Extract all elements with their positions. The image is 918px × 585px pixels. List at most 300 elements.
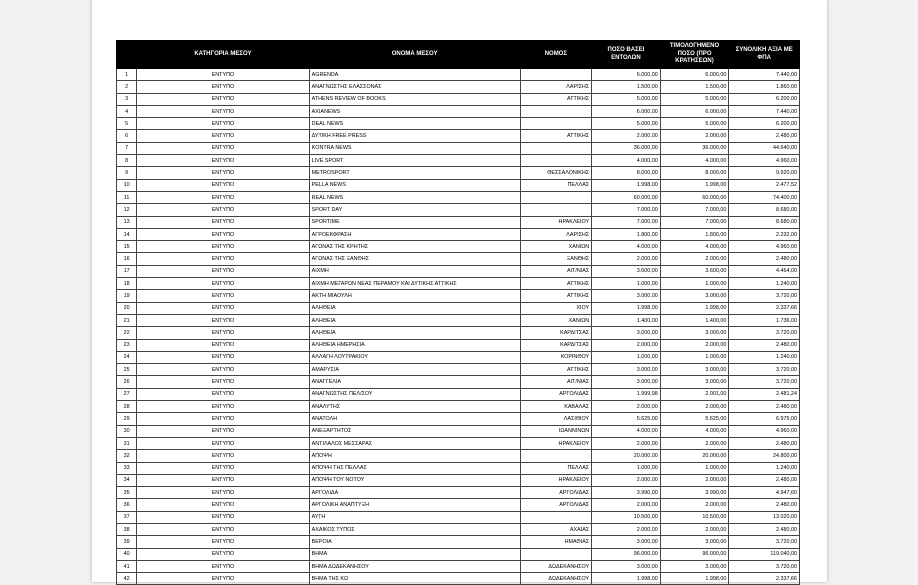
row-index-cell: 7 <box>117 142 137 154</box>
total-with-vat-cell: 13.020,00 <box>729 511 800 523</box>
media-category-cell: ΕΝΤΥΠΟ <box>137 290 310 302</box>
table-row <box>117 548 800 560</box>
media-name-cell: ΑΝΑΓΝΩΣΤΗΣ ΠΕΛ/ΣΟΥ <box>309 388 520 400</box>
invoiced-amount-cell: 3.000,00 <box>660 290 729 302</box>
order-amount-cell: 4.000,00 <box>592 155 661 167</box>
row-index-cell: 2 <box>117 81 137 93</box>
order-amount-cell: 4.000,00 <box>592 241 661 253</box>
media-category-cell: ΕΝΤΥΠΟ <box>137 179 310 191</box>
media-name-cell: LIVE SPORT <box>309 155 520 167</box>
table-row <box>117 228 800 240</box>
media-name-cell: ΑΠΟΨΗ ΤΗΣ ΠΕΛΛΑΣ <box>309 462 520 474</box>
invoiced-amount-cell: 36.000,00 <box>660 142 729 154</box>
media-name-cell: ΑΛΛΑΓΗ ΛΟΥΤΡΑΚΙΟΥ <box>309 351 520 363</box>
media-name-cell: ΑΡΓΟΛΙΚΗ ΑΝΑΠΤΥΞΗ <box>309 499 520 511</box>
prefecture-cell: ΞΑΝΘΗΣ <box>520 253 592 265</box>
order-amount-cell: 3.990,00 <box>592 487 661 499</box>
total-with-vat-cell: 2.480,00 <box>729 130 800 142</box>
order-amount-cell: 3.000,00 <box>592 290 661 302</box>
prefecture-cell: ΑΤΤΙΚΗΣ <box>520 278 592 290</box>
invoiced-amount-cell: 2.000,00 <box>660 523 729 535</box>
media-category-cell: ΕΝΤΥΠΟ <box>137 499 310 511</box>
order-amount-cell: 3.000,00 <box>592 327 661 339</box>
invoiced-amount-cell: 3.000,00 <box>660 364 729 376</box>
prefecture-cell <box>520 105 592 117</box>
invoiced-amount-cell: 2.000,00 <box>660 437 729 449</box>
invoiced-amount-cell: 2.000,00 <box>660 253 729 265</box>
row-index-cell: 41 <box>117 560 137 572</box>
total-with-vat-cell: 2.480,00 <box>729 401 800 413</box>
table-row <box>117 105 800 117</box>
invoiced-amount-cell: 60.000,00 <box>660 191 729 203</box>
invoiced-amount-cell: 4.000,00 <box>660 241 729 253</box>
total-with-vat-cell: 6.200,00 <box>729 93 800 105</box>
media-category-cell: ΕΝΤΥΠΟ <box>137 339 310 351</box>
total-with-vat-cell: 3.720,00 <box>729 536 800 548</box>
media-name-cell: ΑΙΧΜΗ <box>309 265 520 277</box>
order-amount-cell: 1.000,00 <box>592 278 661 290</box>
prefecture-cell: ΑΡΓΟΛΙΔΑΣ <box>520 388 592 400</box>
row-index-cell: 4 <box>117 105 137 117</box>
row-index-cell: 24 <box>117 351 137 363</box>
order-amount-cell: 1.999,98 <box>592 388 661 400</box>
invoiced-amount-cell: 3.000,00 <box>660 376 729 388</box>
invoiced-amount-cell: 1.400,00 <box>660 314 729 326</box>
total-with-vat-cell: 119.040,00 <box>729 548 800 560</box>
prefecture-cell: ΧΙΟΥ <box>520 302 592 314</box>
invoiced-amount-cell: 1.500,00 <box>660 81 729 93</box>
order-amount-cell: 8.000,00 <box>592 167 661 179</box>
total-with-vat-cell: 1.860,00 <box>729 81 800 93</box>
table-row <box>117 130 800 142</box>
row-index-cell: 22 <box>117 327 137 339</box>
total-with-vat-cell: 2.337,66 <box>729 302 800 314</box>
table-row <box>117 241 800 253</box>
media-category-cell: ΕΝΤΥΠΟ <box>137 191 310 203</box>
media-name-cell: ΑΛΗΘΕΙΑ ΗΜΕΡΗΣΙΑ <box>309 339 520 351</box>
table-row <box>117 179 800 191</box>
row-index-cell: 15 <box>117 241 137 253</box>
total-with-vat-cell: 24.800,00 <box>729 450 800 462</box>
col-header-index <box>117 41 137 69</box>
media-category-cell: ΕΝΤΥΠΟ <box>137 216 310 228</box>
invoiced-amount-cell: 2.000,00 <box>660 401 729 413</box>
media-category-cell: ΕΝΤΥΠΟ <box>137 105 310 117</box>
total-with-vat-cell: 2.481,24 <box>729 388 800 400</box>
media-category-cell: ΕΝΤΥΠΟ <box>137 474 310 486</box>
row-index-cell: 26 <box>117 376 137 388</box>
table-row <box>117 302 800 314</box>
order-amount-cell: 7.000,00 <box>592 204 661 216</box>
media-name-cell: ΑΓΡΟΕΚΦΡΑΣΗ <box>309 228 520 240</box>
invoiced-amount-cell: 96.000,00 <box>660 548 729 560</box>
total-with-vat-cell: 1.736,00 <box>729 314 800 326</box>
media-name-cell: ΑΛΗΘΕΙΑ <box>309 302 520 314</box>
invoiced-amount-cell: 7.000,00 <box>660 216 729 228</box>
invoiced-amount-cell: 5.000,00 <box>660 118 729 130</box>
media-name-cell: ΑΝΑΓΝΩΣΤΗΣ ΕΛΑΣΣΟΝΑΣ <box>309 81 520 93</box>
media-category-cell: ΕΝΤΥΠΟ <box>137 462 310 474</box>
media-name-cell: ΑΝΑΛΥΤΗΣ <box>309 401 520 413</box>
invoiced-amount-cell: 10.500,00 <box>660 511 729 523</box>
order-amount-cell: 36.000,00 <box>592 142 661 154</box>
table-row <box>117 425 800 437</box>
media-category-cell: ΕΝΤΥΠΟ <box>137 81 310 93</box>
table-row <box>117 450 800 462</box>
order-amount-cell: 1.000,00 <box>592 462 661 474</box>
total-with-vat-cell: 2.480,00 <box>729 339 800 351</box>
row-index-cell: 30 <box>117 425 137 437</box>
row-index-cell: 25 <box>117 364 137 376</box>
table-row <box>117 511 800 523</box>
order-amount-cell: 2.000,00 <box>592 253 661 265</box>
total-with-vat-cell: 1.240,00 <box>729 351 800 363</box>
media-name-cell: SPORTIME <box>309 216 520 228</box>
row-index-cell: 36 <box>117 499 137 511</box>
row-index-cell: 37 <box>117 511 137 523</box>
media-name-cell: ΑΝΤΙΛΑΛΟΣ ΜΕΣΣΑΡΑΣ <box>309 437 520 449</box>
row-index-cell: 11 <box>117 191 137 203</box>
table-row <box>117 93 800 105</box>
table-row <box>117 364 800 376</box>
media-category-cell: ΕΝΤΥΠΟ <box>137 142 310 154</box>
prefecture-cell: ΧΑΝΙΩΝ <box>520 241 592 253</box>
prefecture-cell <box>520 191 592 203</box>
media-name-cell: AGRENDA <box>309 69 520 81</box>
total-with-vat-cell: 1.240,00 <box>729 462 800 474</box>
order-amount-cell: 3.000,00 <box>592 560 661 572</box>
order-amount-cell: 20.000,00 <box>592 450 661 462</box>
total-with-vat-cell: 7.440,00 <box>729 105 800 117</box>
media-category-cell: ΕΝΤΥΠΟ <box>137 265 310 277</box>
col-header-total-with-vat: ΣΥΝΟΛΙΚΗ ΑΞΙΑ ΜΕ ΦΠΑ <box>729 41 800 69</box>
invoiced-amount-cell: 2.000,00 <box>660 474 729 486</box>
order-amount-cell: 1.000,00 <box>592 351 661 363</box>
header-row <box>117 41 800 69</box>
invoiced-amount-cell: 5.625,00 <box>660 413 729 425</box>
media-name-cell: METROSPORT <box>309 167 520 179</box>
order-amount-cell: 96.000,00 <box>592 548 661 560</box>
prefecture-cell: ΑΤΤΙΚΗΣ <box>520 290 592 302</box>
total-with-vat-cell: 1.240,00 <box>729 278 800 290</box>
row-index-cell: 14 <box>117 228 137 240</box>
media-category-cell: ΕΝΤΥΠΟ <box>137 413 310 425</box>
invoiced-amount-cell: 4.000,00 <box>660 155 729 167</box>
prefecture-cell: ΘΕΣΣΑΛΟΝΙΚΗΣ <box>520 167 592 179</box>
invoiced-amount-cell: 1.000,00 <box>660 351 729 363</box>
total-with-vat-cell: 4.960,00 <box>729 155 800 167</box>
table-body <box>117 69 800 585</box>
row-index-cell: 9 <box>117 167 137 179</box>
table-row <box>117 204 800 216</box>
order-amount-cell: 5.625,00 <box>592 413 661 425</box>
media-name-cell: REAL NEWS <box>309 191 520 203</box>
row-index-cell: 17 <box>117 265 137 277</box>
order-amount-cell: 1.998,00 <box>592 573 661 585</box>
order-amount-cell: 1.400,00 <box>592 314 661 326</box>
row-index-cell: 10 <box>117 179 137 191</box>
row-index-cell: 33 <box>117 462 137 474</box>
table-row <box>117 376 800 388</box>
order-amount-cell: 1.800,00 <box>592 228 661 240</box>
row-index-cell: 23 <box>117 339 137 351</box>
table-row <box>117 388 800 400</box>
media-name-cell: ΑΝΑΓΓΕΛΙΑ <box>309 376 520 388</box>
invoiced-amount-cell: 1.000,00 <box>660 462 729 474</box>
order-amount-cell: 1.500,00 <box>592 81 661 93</box>
table-row <box>117 499 800 511</box>
media-category-cell: ΕΝΤΥΠΟ <box>137 401 310 413</box>
total-with-vat-cell: 74.400,00 <box>729 191 800 203</box>
prefecture-cell: ΗΡΑΚΛΕΙΟΥ <box>520 437 592 449</box>
table-row <box>117 462 800 474</box>
table-row <box>117 118 800 130</box>
media-category-cell: ΕΝΤΥΠΟ <box>137 536 310 548</box>
row-index-cell: 29 <box>117 413 137 425</box>
invoiced-amount-cell: 6.000,00 <box>660 105 729 117</box>
media-category-cell: ΕΝΤΥΠΟ <box>137 167 310 179</box>
media-category-cell: ΕΝΤΥΠΟ <box>137 241 310 253</box>
col-header-order-amount: ΠΟΣΟ ΒΑΣΕΙ ΕΝΤΟΛΩΝ <box>592 41 661 69</box>
total-with-vat-cell: 8.680,00 <box>729 204 800 216</box>
table-row <box>117 523 800 535</box>
table-row <box>117 69 800 81</box>
media-category-cell: ΕΝΤΥΠΟ <box>137 314 310 326</box>
order-amount-cell: 5.000,00 <box>592 93 661 105</box>
order-amount-cell: 3.000,00 <box>592 536 661 548</box>
row-index-cell: 27 <box>117 388 137 400</box>
prefecture-cell <box>520 155 592 167</box>
prefecture-cell: ΚΑΡΔΙΤΣΑΣ <box>520 339 592 351</box>
invoiced-amount-cell: 8.000,00 <box>660 167 729 179</box>
media-category-cell: ΕΝΤΥΠΟ <box>137 560 310 572</box>
invoiced-amount-cell: 3.990,00 <box>660 487 729 499</box>
invoiced-amount-cell: 2.001,00 <box>660 388 729 400</box>
media-name-cell: ΑΛΗΘΕΙΑ <box>309 327 520 339</box>
media-category-cell: ΕΝΤΥΠΟ <box>137 327 310 339</box>
prefecture-cell: ΧΑΝΙΩΝ <box>520 314 592 326</box>
media-category-cell: ΕΝΤΥΠΟ <box>137 425 310 437</box>
table-row <box>117 253 800 265</box>
row-index-cell: 35 <box>117 487 137 499</box>
media-name-cell: ΑΠΟΨΗ ΤΟΥ ΝΟΤΟΥ <box>309 474 520 486</box>
row-index-cell: 31 <box>117 437 137 449</box>
viewer-scroll-area[interactable] <box>905 0 918 582</box>
media-name-cell: DEAL NEWS <box>309 118 520 130</box>
prefecture-cell <box>520 69 592 81</box>
media-name-cell: ΒΗΜΑ <box>309 548 520 560</box>
order-amount-cell: 2.000,00 <box>592 523 661 535</box>
col-header-category: ΚΑΤΗΓΟΡΙΑ ΜΕΣΟΥ <box>137 41 310 69</box>
media-spending-table <box>116 40 800 585</box>
order-amount-cell: 2.000,00 <box>592 474 661 486</box>
media-category-cell: ΕΝΤΥΠΟ <box>137 523 310 535</box>
total-with-vat-cell: 4.947,60 <box>729 487 800 499</box>
order-amount-cell: 3.600,00 <box>592 265 661 277</box>
order-amount-cell: 2.000,00 <box>592 437 661 449</box>
prefecture-cell: ΑΡΓΟΛΙΔΑΣ <box>520 487 592 499</box>
order-amount-cell: 6.000,00 <box>592 69 661 81</box>
invoiced-amount-cell: 5.000,00 <box>660 93 729 105</box>
prefecture-cell: ΑΤΤΙΚΗΣ <box>520 93 592 105</box>
total-with-vat-cell: 9.920,00 <box>729 167 800 179</box>
prefecture-cell: ΗΡΑΚΛΕΙΟΥ <box>520 216 592 228</box>
media-category-cell: ΕΝΤΥΠΟ <box>137 437 310 449</box>
prefecture-cell: ΠΕΛΛΑΣ <box>520 462 592 474</box>
order-amount-cell: 3.000,00 <box>592 376 661 388</box>
invoiced-amount-cell: 6.000,00 <box>660 69 729 81</box>
table-row <box>117 81 800 93</box>
table-row <box>117 339 800 351</box>
prefecture-cell: ΚΟΡΙΝΘΟΥ <box>520 351 592 363</box>
media-name-cell: ΑΝΕΞΑΡΤΗΤΟΣ <box>309 425 520 437</box>
media-name-cell: ΑΡΓΟΛΙΔΑ <box>309 487 520 499</box>
prefecture-cell <box>520 142 592 154</box>
order-amount-cell: 6.000,00 <box>592 105 661 117</box>
row-index-cell: 1 <box>117 69 137 81</box>
media-category-cell: ΕΝΤΥΠΟ <box>137 118 310 130</box>
total-with-vat-cell: 4.960,00 <box>729 425 800 437</box>
row-index-cell: 3 <box>117 93 137 105</box>
row-index-cell: 16 <box>117 253 137 265</box>
order-amount-cell: 3.000,00 <box>592 364 661 376</box>
total-with-vat-cell: 2.480,00 <box>729 474 800 486</box>
table-row <box>117 487 800 499</box>
invoiced-amount-cell: 3.000,00 <box>660 560 729 572</box>
media-name-cell: ΒΗΜΑ ΤΗΣ ΚΩ <box>309 573 520 585</box>
media-category-cell: ΕΝΤΥΠΟ <box>137 228 310 240</box>
row-index-cell: 21 <box>117 314 137 326</box>
row-index-cell: 39 <box>117 536 137 548</box>
media-name-cell: AXIANEWS <box>309 105 520 117</box>
row-index-cell: 42 <box>117 573 137 585</box>
media-name-cell: ATHENS REVIEW OF BOOKS <box>309 93 520 105</box>
invoiced-amount-cell: 3.000,00 <box>660 327 729 339</box>
media-category-cell: ΕΝΤΥΠΟ <box>137 130 310 142</box>
total-with-vat-cell: 7.440,00 <box>729 69 800 81</box>
media-category-cell: ΕΝΤΥΠΟ <box>137 302 310 314</box>
invoiced-amount-cell: 7.000,00 <box>660 204 729 216</box>
invoiced-amount-cell: 1.800,00 <box>660 228 729 240</box>
prefecture-cell: ΚΑΒΑΛΑΣ <box>520 401 592 413</box>
table-row <box>117 351 800 363</box>
order-amount-cell: 5.000,00 <box>592 118 661 130</box>
table-row <box>117 216 800 228</box>
table-row <box>117 191 800 203</box>
row-index-cell: 12 <box>117 204 137 216</box>
total-with-vat-cell: 3.720,00 <box>729 290 800 302</box>
media-category-cell: ΕΝΤΥΠΟ <box>137 388 310 400</box>
invoiced-amount-cell: 1.998,00 <box>660 179 729 191</box>
media-category-cell: ΕΝΤΥΠΟ <box>137 548 310 560</box>
total-with-vat-cell: 3.720,00 <box>729 376 800 388</box>
table-row <box>117 401 800 413</box>
order-amount-cell: 1.998,00 <box>592 179 661 191</box>
table-row <box>117 536 800 548</box>
invoiced-amount-cell: 2.000,00 <box>660 499 729 511</box>
table-row <box>117 474 800 486</box>
row-index-cell: 18 <box>117 278 137 290</box>
invoiced-amount-cell: 2.000,00 <box>660 130 729 142</box>
prefecture-cell: ΔΩΔΕΚΑΝΗΣΟΥ <box>520 560 592 572</box>
prefecture-cell: ΔΩΔΕΚΑΝΗΣΟΥ <box>520 573 592 585</box>
invoiced-amount-cell: 1.998,00 <box>660 302 729 314</box>
table-row <box>117 142 800 154</box>
total-with-vat-cell: 3.720,00 <box>729 364 800 376</box>
prefecture-cell: ΑΤΤΙΚΗΣ <box>520 364 592 376</box>
col-header-media-name: ΟΝΟΜΑ ΜΕΣΟΥ <box>309 41 520 69</box>
row-index-cell: 6 <box>117 130 137 142</box>
media-category-cell: ΕΝΤΥΠΟ <box>137 93 310 105</box>
order-amount-cell: 60.000,00 <box>592 191 661 203</box>
table-row <box>117 413 800 425</box>
media-category-cell: ΕΝΤΥΠΟ <box>137 511 310 523</box>
media-category-cell: ΕΝΤΥΠΟ <box>137 278 310 290</box>
total-with-vat-cell: 4.464,00 <box>729 265 800 277</box>
table-row <box>117 437 800 449</box>
table-row <box>117 167 800 179</box>
order-amount-cell: 2.000,00 <box>592 130 661 142</box>
row-index-cell: 34 <box>117 474 137 486</box>
total-with-vat-cell: 2.480,00 <box>729 437 800 449</box>
prefecture-cell: ΑΡΓΟΛΙΔΑΣ <box>520 499 592 511</box>
prefecture-cell: ΑΙΤ/ΝΙΑΣ <box>520 376 592 388</box>
media-category-cell: ΕΝΤΥΠΟ <box>137 351 310 363</box>
media-category-cell: ΕΝΤΥΠΟ <box>137 573 310 585</box>
media-name-cell: ΑΥΓΗ <box>309 511 520 523</box>
row-index-cell: 19 <box>117 290 137 302</box>
media-name-cell: ΑΙΧΜΗ ΜΕΓΑΡΩΝ ΝΕΑΣ ΠΕΡΑΜΟΥ ΚΑΙ ΔΥΤΙΚΗΣ ΑΤΤΙΚΗΣ <box>309 278 520 290</box>
media-category-cell: ΕΝΤΥΠΟ <box>137 204 310 216</box>
invoiced-amount-cell: 3.600,00 <box>660 265 729 277</box>
media-name-cell: ΑΚΤΗ ΜΙΑΟΥΛΗ <box>309 290 520 302</box>
prefecture-cell: ΗΜΑΘΙΑΣ <box>520 536 592 548</box>
table-header <box>117 41 800 69</box>
media-name-cell: KONTRA NEWS <box>309 142 520 154</box>
col-header-prefecture: ΝΟΜΟΣ <box>520 41 592 69</box>
invoiced-amount-cell: 2.000,00 <box>660 339 729 351</box>
col-header-invoiced-amount: ΤΙΜΟΛΟΓΗΜΕΝΟ ΠΟΣΟ (ΠΡΟ ΚΡΑΤΗΣΕΩΝ) <box>660 41 729 69</box>
media-category-cell: ΕΝΤΥΠΟ <box>137 364 310 376</box>
prefecture-cell: ΚΑΡΔΙΤΣΑΣ <box>520 327 592 339</box>
row-index-cell: 13 <box>117 216 137 228</box>
media-name-cell: ΒΗΜΑ ΔΩΔΕΚΑΝΗΣΟΥ <box>309 560 520 572</box>
total-with-vat-cell: 2.480,00 <box>729 523 800 535</box>
total-with-vat-cell: 2.480,00 <box>729 499 800 511</box>
media-name-cell: PELLA NEWS <box>309 179 520 191</box>
table-row <box>117 278 800 290</box>
table-row <box>117 155 800 167</box>
row-index-cell: 28 <box>117 401 137 413</box>
media-name-cell: ΑΛΗΘΕΙΑ <box>309 314 520 326</box>
media-name-cell: ΒΕΡΟΙΑ <box>309 536 520 548</box>
total-with-vat-cell: 4.960,00 <box>729 241 800 253</box>
prefecture-cell: ΑΤΤΙΚΗΣ <box>520 130 592 142</box>
prefecture-cell <box>520 450 592 462</box>
media-category-cell: ΕΝΤΥΠΟ <box>137 155 310 167</box>
media-category-cell: ΕΝΤΥΠΟ <box>137 376 310 388</box>
media-name-cell: ΑΜΑΡΥΣΙΑ <box>309 364 520 376</box>
total-with-vat-cell: 2.480,00 <box>729 253 800 265</box>
table-row <box>117 290 800 302</box>
media-name-cell: SPORT DAY <box>309 204 520 216</box>
media-category-cell: ΕΝΤΥΠΟ <box>137 450 310 462</box>
prefecture-cell: ΑΙΤ/ΝΙΑΣ <box>520 265 592 277</box>
table-row <box>117 265 800 277</box>
order-amount-cell: 1.998,00 <box>592 302 661 314</box>
total-with-vat-cell: 6.975,00 <box>729 413 800 425</box>
table-row <box>117 314 800 326</box>
